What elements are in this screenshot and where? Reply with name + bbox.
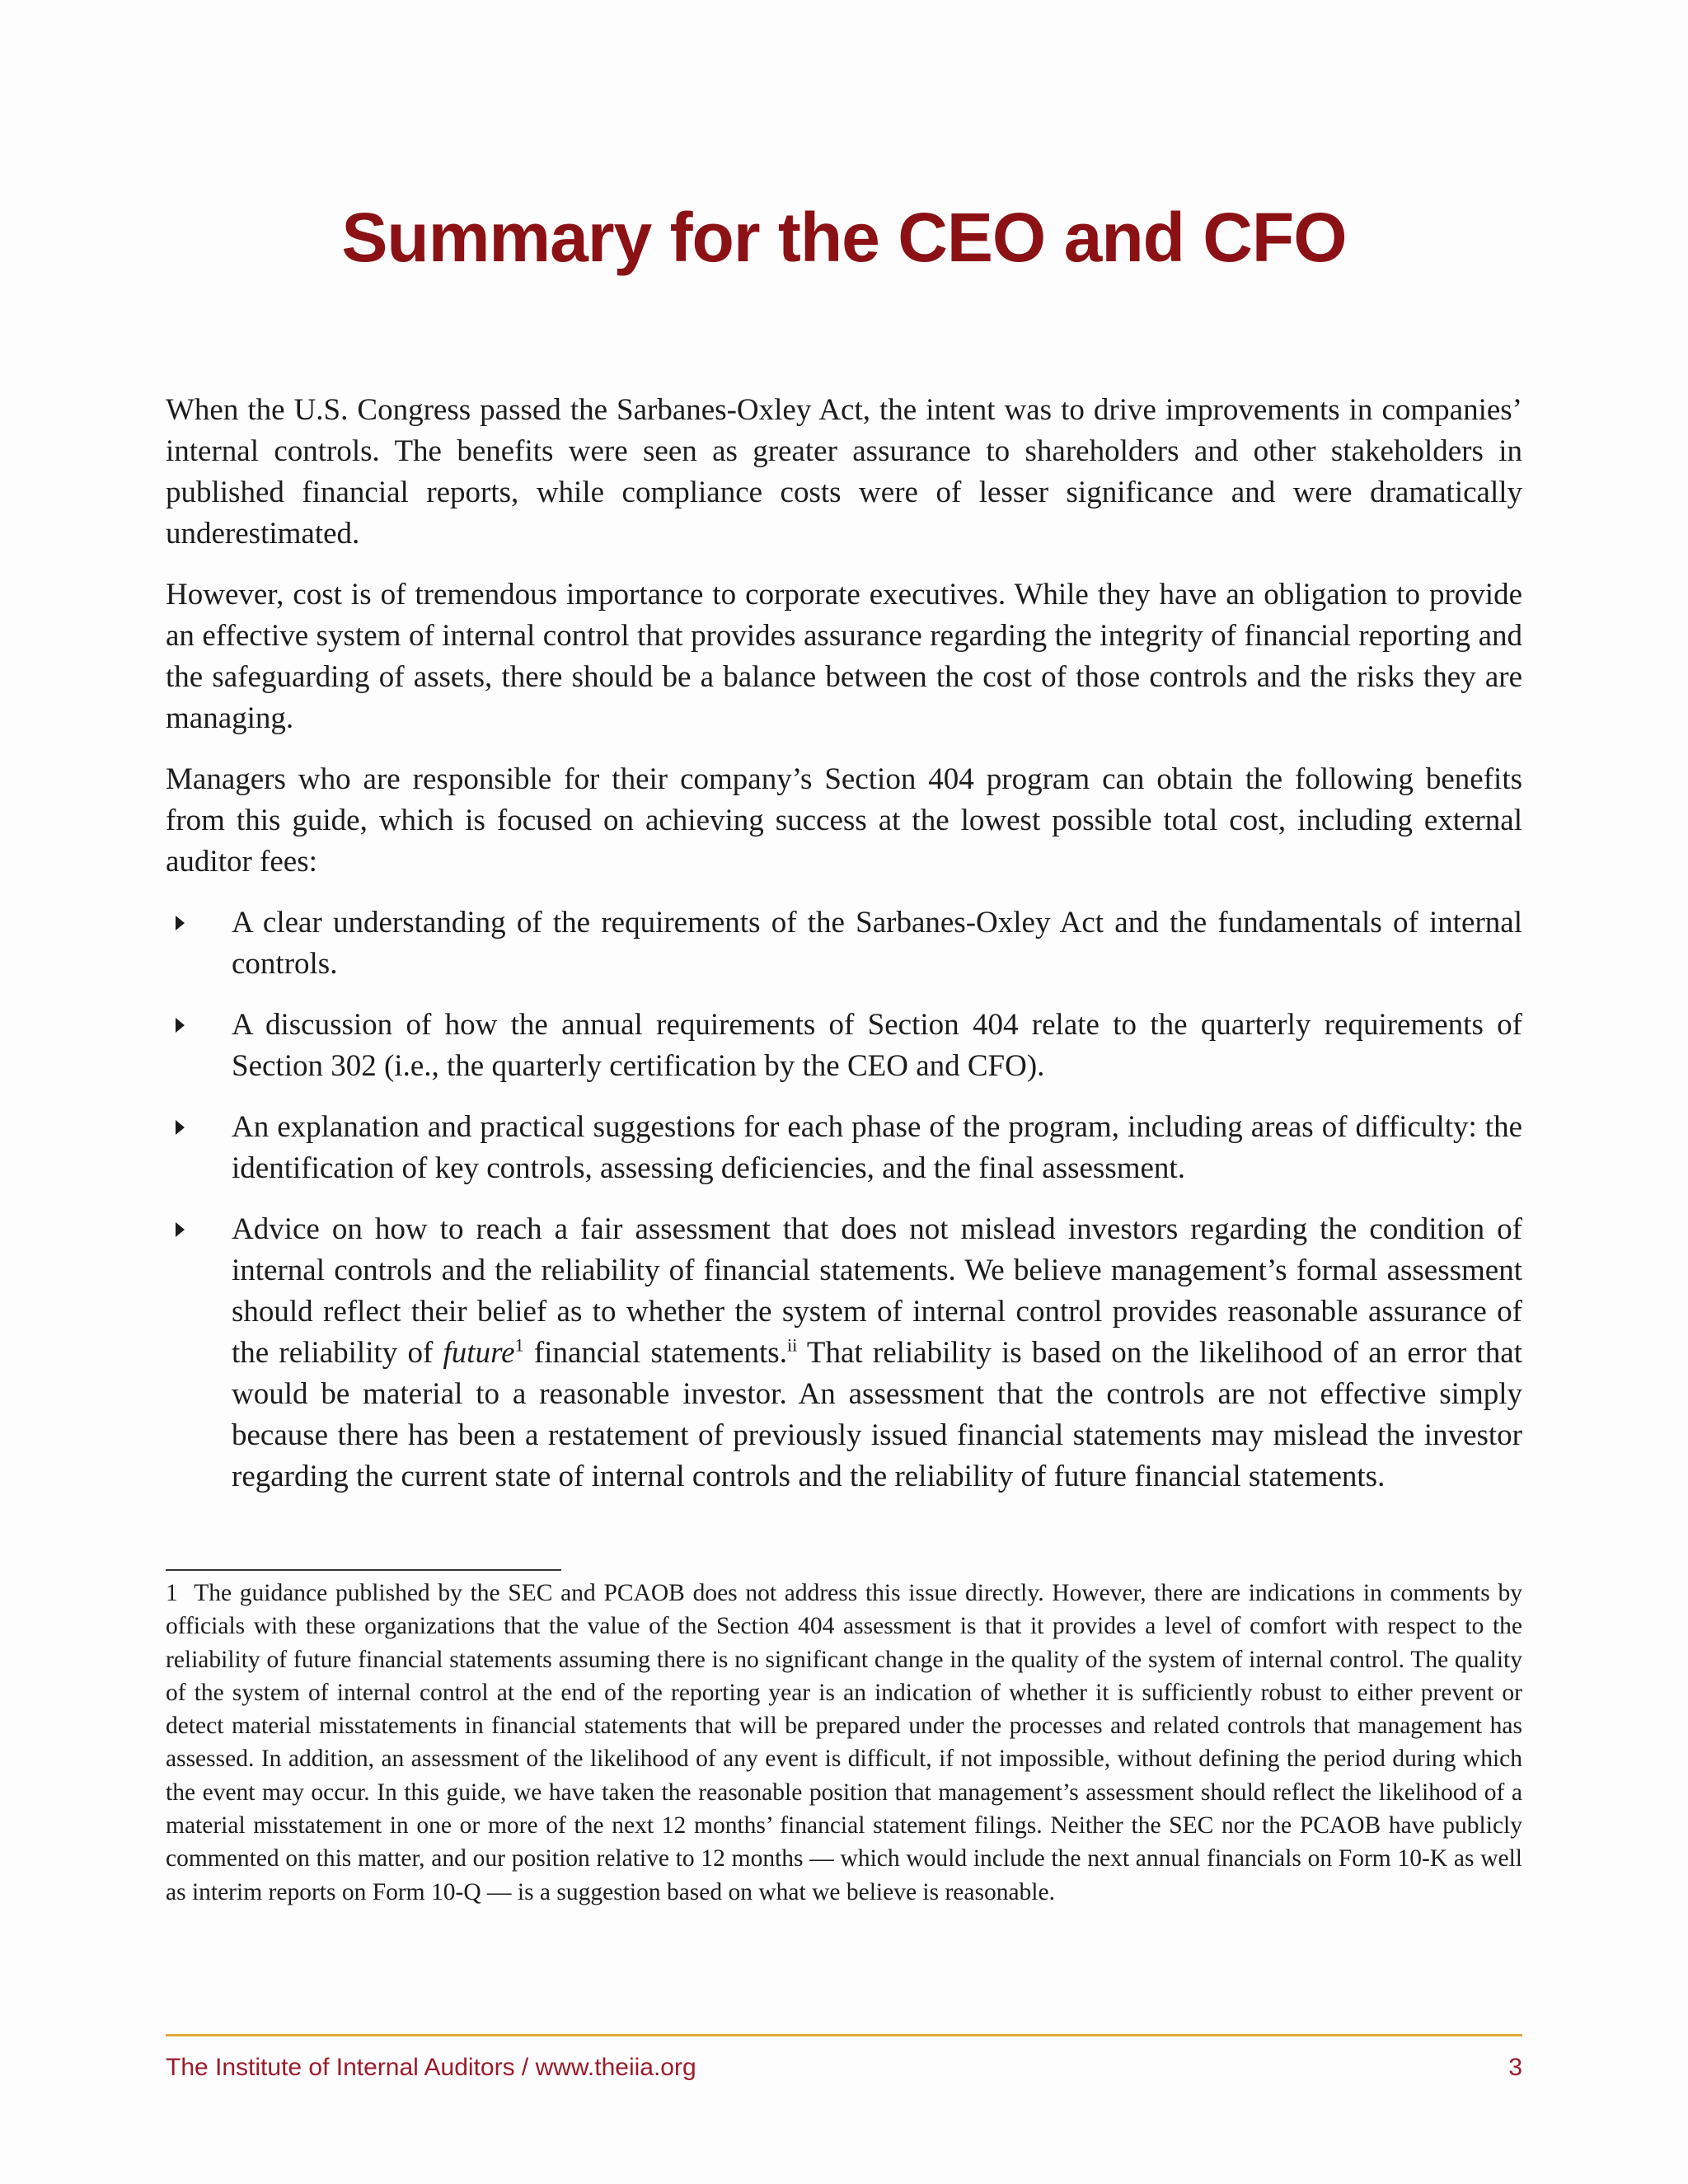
list-item-text-part: That reliability is based on the likelihood of an error that would be material to a reasonable investor. An assessment that the controls are not effective simply because there has been a restatement of previously issued financial statements may mislead the investor regarding the current state of internal controls and the reliability of future financial statements. [232,1336,1522,1493]
triangle-bullet-icon [176,1018,185,1033]
footnote-divider [166,1569,561,1571]
footnote-text: The guidance published by the SEC and PCAOB does not address this issue directly. However, there are indications in comments by officials with these organizations that the value of the Section 404 assessment is that it provides a level of comfort with respect to the reliability of future financial statements assuming there is no significant change in the quality of the system of internal control. The quality of the system of internal control at the end of the reporting year is an indication of whether it is sufficiently robust to either prevent or detect material misstatements in financial statements that will be prepared under the processes and related controls that management has assessed. In addition, an assessment of the likelihood of any event is difficult, if not impossible, without defining the period during which the event may occur. In this guide, we have taken the reasonable position that management’s assessment should reflect the likelihood of a material misstatement in one or more of the next 12 months’ financial statement filings. Neither the SEC nor the PCAOB have publicly commented on this matter, and our position relative to 12 months — which would include the next annual financials on Form 10-K as well as interim reports on Form 10-Q — is a suggestion based on what we believe is reasonable. [166,1580,1523,1905]
footnote-reference: 1 [514,1334,524,1356]
list-item-text: A clear understanding of the requirements of the Sarbanes-Oxley Act and the fundamentals of internal controls. [232,906,1522,981]
paragraph-benefits: Managers who are responsible for their company’s Section 404 program can obtain the following benefits from this guide, which is focused on achieving success at the lowest possible total cost, including external auditor fees: [166,762,1522,879]
paragraph-cost: However, cost is of tremendous importance to corporate executives. While they have an obligation to provide an effective system of internal control that provides assurance regarding the integrity of financial reporting and the safeguarding of assets, there should be a balance between the cost of those controls and the risks they are managing. [166,578,1522,735]
italic-word: future [443,1336,515,1370]
page-number: 3 [1508,2054,1522,2081]
list-item [166,1209,1522,1497]
list-item [166,1107,1522,1189]
endnote-reference: ii [786,1334,798,1356]
main-body [166,390,1522,1517]
list-item-text: An explanation and practical suggestions for each phase of the program, including areas of difficulty: the identification of key controls, assessing deficiencies, and the final assessment. [232,1110,1522,1185]
triangle-bullet-icon [176,1120,185,1135]
list-item-text-part: Advice on how to reach a fair assessment that does not mislead investors regarding the condition of internal controls and the reliability of financial statements. We believe management’s formal assessment should reflect their belief as to whether the system of internal control provides reasonable assurance of the reliability of [232,1212,1522,1370]
triangle-bullet-icon [176,1222,185,1237]
page-title: Summary for the CEO and CFO [341,199,1347,276]
paragraph-intro: When the U.S. Congress passed the Sarbanes-Oxley Act, the intent was to drive improvements in companies’ internal controls. The benefits were seen as greater assurance to shareholders and other stakeholders in published financial reports, while compliance costs were of lesser significance and were dramatically underestimated. [166,393,1522,551]
footnote [166,1577,1522,1909]
list-item [166,1005,1522,1087]
footer-divider [166,2034,1522,2036]
benefits-list [166,902,1522,1497]
list-item-text: A discussion of how the annual requirements of Section 404 relate to the quarterly requirements of Section 302 (i.e., the quarterly certification by the CEO and CFO). [232,1008,1522,1083]
list-item-text [232,1212,1522,1493]
footer-organization: The Institute of Internal Auditors / www.theiia.org [166,2054,696,2081]
triangle-bullet-icon [176,916,185,930]
footnote-number: 1 [166,1580,178,1606]
list-item [166,902,1522,985]
list-item-text-part: financial statements. [523,1336,787,1370]
